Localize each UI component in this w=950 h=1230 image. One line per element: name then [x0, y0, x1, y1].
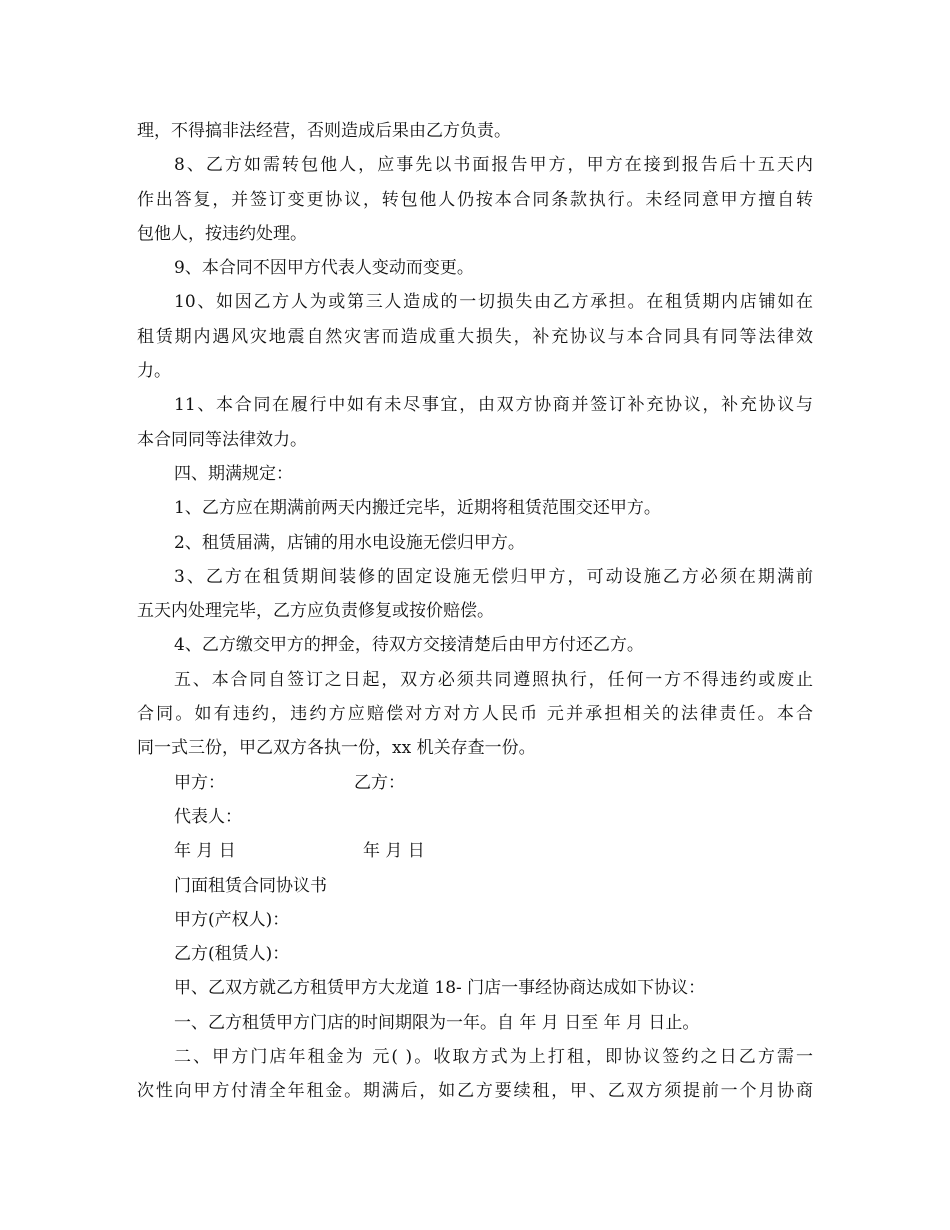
- line-text: 8、乙方如需转包他人，应事先以书面报告甲方，甲方在接到报告后十五天内: [174, 155, 813, 176]
- line-text: 9、本合同不因甲方代表人变动而变更。: [174, 258, 474, 279]
- line-text: 同一式三份，甲乙双方各执一份，xx 机关存查一份。: [137, 738, 536, 759]
- text-line-12: [137, 491, 813, 525]
- clause-rent: [137, 1040, 813, 1074]
- line-text: 一、乙方租赁甲方门店的时间期限为一年。自 年 月 日至 年 月 日止。: [174, 1012, 700, 1033]
- text-line-6: [137, 285, 813, 319]
- line-text: 五、本合同自签订之日起，双方必须共同遵照执行，任何一方不得违约或废止: [174, 669, 813, 690]
- text-line-3: [137, 183, 813, 217]
- line-text: 包他人，按违约处理。: [137, 223, 307, 244]
- signature-representative-row: [137, 800, 813, 834]
- text-line-4: [137, 217, 813, 251]
- agreement-intro: [137, 971, 813, 1005]
- line-text: 二、甲方门店年租金为 元( )。收取方式为上打租，即协议签约之日乙方需一: [174, 1047, 813, 1068]
- line-text: 甲、乙双方就乙方租赁甲方大龙道 18- 门店一事经协商达成如下协议：: [174, 978, 706, 999]
- text-line-2: [137, 148, 813, 182]
- text-line-15: [137, 594, 813, 628]
- line-text: 乙方(租赁人)：: [174, 944, 290, 965]
- line-text: 四、期满规定：: [174, 463, 293, 484]
- line-text: 11、本合同在履行中如有未尽事宜，由双方协商并签订补充协议，补充协议与: [174, 395, 813, 416]
- line-text: 合同。如有违约，违约方应赔偿对方对方人民币 元并承担相关的法律责任。本合: [137, 704, 813, 725]
- text-line-14: [137, 560, 813, 594]
- line-text: 甲方(产权人)：: [174, 909, 290, 930]
- clause-rent-cont: [137, 1074, 813, 1108]
- section-heading: [137, 457, 813, 491]
- clause-term: [137, 1006, 813, 1040]
- text-line-13: [137, 526, 813, 560]
- line-text: 门面租赁合同协议书: [174, 875, 327, 896]
- line-text: 力。: [137, 361, 171, 382]
- text-line-19: [137, 731, 813, 765]
- line-text: 4、乙方缴交甲方的押金，待双方交接清楚后由甲方付还乙方。: [174, 635, 644, 656]
- text-line-1: [137, 114, 813, 148]
- party-a-label: 甲方：: [174, 772, 225, 793]
- line-text: 租赁期内遇风灾地震自然灾害而造成重大损失，补充协议与本合同具有同等法律效: [137, 326, 813, 347]
- line-text: 作出答复，并签订变更协议，转包他人仍按本合同条款执行。未经同意甲方擅自转: [137, 189, 813, 210]
- text-line-9: [137, 388, 813, 422]
- representative-label: 代表人：: [174, 806, 242, 827]
- line-text: 五天内处理完毕，乙方应负责修复或按价赔偿。: [137, 601, 494, 622]
- text-line-8: [137, 354, 813, 388]
- line-text: 1、乙方应在期满前两天内搬迁完毕，近期将租赁范围交还甲方。: [174, 498, 661, 519]
- line-text: 次性向甲方付清全年租金。期满后，如乙方要续租，甲、乙双方须提前一个月协商: [137, 1081, 813, 1102]
- document-body: [137, 114, 813, 1109]
- signature-date-row: [137, 834, 813, 868]
- party-b-label: 乙方：: [354, 772, 405, 793]
- party-a-owner: [137, 903, 813, 937]
- text-line-7: [137, 320, 813, 354]
- text-line-18: [137, 697, 813, 731]
- line-text: 10、如因乙方人为或第三人造成的一切损失由乙方承担。在租赁期内店铺如在: [174, 292, 813, 313]
- text-line-16: [137, 628, 813, 662]
- line-text: 理，不得搞非法经营，否则造成后果由乙方负责。: [137, 121, 511, 141]
- party-b-tenant: [137, 937, 813, 971]
- contract-title: [137, 869, 813, 903]
- text-line-5: [137, 251, 813, 285]
- signature-parties-row: [137, 766, 813, 800]
- date-a-label: 年 月 日: [174, 841, 236, 862]
- line-text: 本合同同等法律效力。: [137, 429, 307, 450]
- date-b-label: 年 月 日: [363, 841, 425, 862]
- text-line-17: [137, 663, 813, 697]
- line-text: 3、乙方在租赁期间装修的固定设施无偿归甲方，可动设施乙方必须在期满前: [174, 566, 813, 587]
- text-line-10: [137, 423, 813, 457]
- line-text: 2、租赁届满，店铺的用水电设施无偿归甲方。: [174, 532, 525, 553]
